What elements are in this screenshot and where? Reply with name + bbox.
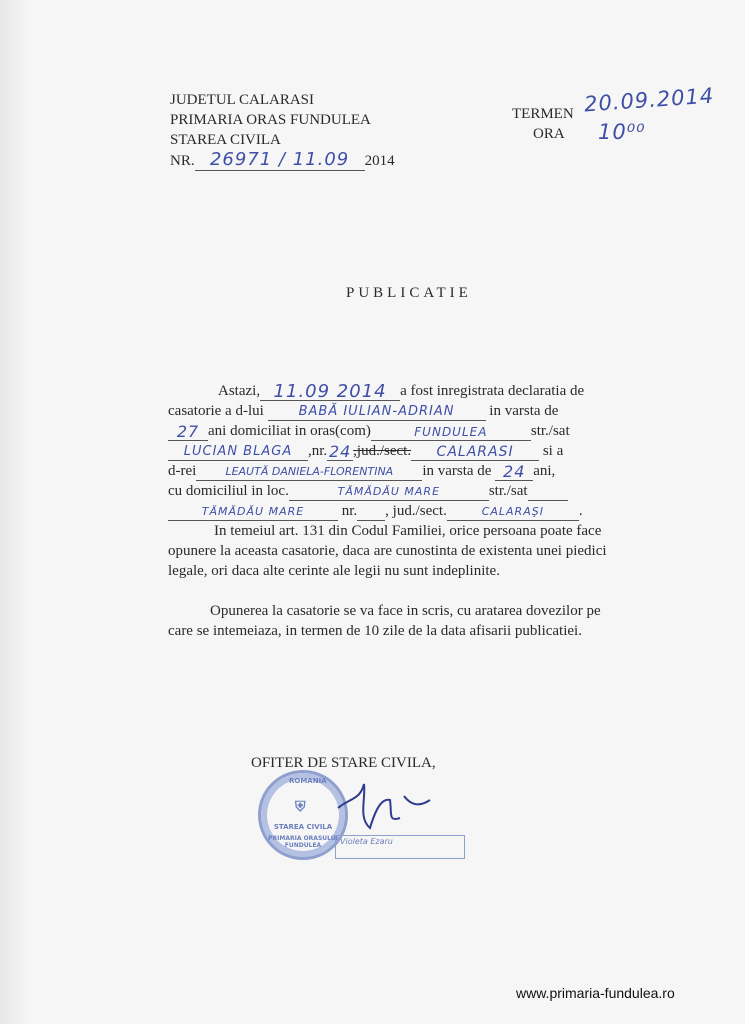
body-line-6 <box>168 481 620 501</box>
groom-county-label: ,jud./sect. <box>353 443 412 459</box>
groom-age-label: in varsta de <box>489 403 559 419</box>
ora-value: 10⁰⁰ <box>598 120 646 144</box>
header-town-hall: PRIMARIA ORAS FUNDULEA <box>170 112 371 128</box>
today-label: Astazi, <box>218 383 261 399</box>
body-line-3 <box>168 421 620 441</box>
bride-street: TĂMĂDĂU MARE <box>168 502 338 521</box>
officer-name-stamp: Violeta Ezaru <box>335 835 465 859</box>
bride-domicile-label: cu domiciliul in loc. <box>168 483 289 499</box>
header-institution <box>170 90 395 171</box>
line1-suffix: a fost inregistrata declaratia de <box>400 383 585 399</box>
body-line-1 <box>218 381 620 401</box>
groom-nr-label: ,nr. <box>308 443 328 459</box>
bride-locality: TĂMĂDĂU MARE <box>289 482 489 501</box>
paragraph-legal-basis: In temeiul art. 131 din Codul Familiei, orice persoana poate face opunere la aceasta casatorie, daca are cunostinta de existenta unei piedici legale, ori daca alte cerinte ale legii nu sunt indeplinite. <box>168 523 607 579</box>
coat-of-arms-icon: ⛨ <box>295 799 306 815</box>
nr-year: 2014 <box>364 153 395 169</box>
groom-name: BABĂ IULIAN-ADRIAN <box>268 402 486 421</box>
and-label: si a <box>542 443 564 459</box>
nr-label: NR. <box>170 153 195 169</box>
period: . <box>578 503 583 519</box>
bride-age-label: in varsta de <box>422 463 492 479</box>
body-line-7 <box>168 501 620 521</box>
website-url[interactable]: www.primaria-fundulea.ro <box>516 985 675 1001</box>
bride-prefix: d-rei <box>168 463 197 479</box>
header-county: JUDETUL CALARASI <box>170 92 315 108</box>
document-title: PUBLICATIE <box>346 285 472 301</box>
stamp-country: ROMANIA <box>289 777 327 785</box>
body-line-5 <box>168 461 620 481</box>
bride-county-label: , jud./sect. <box>385 503 447 519</box>
paragraph-opposition: Opunerea la casatorie se va face in scris, cu aratarea dovezilor pe care se intemeiaza, in termen de 10 zile de la data afisarii publicatiei. <box>168 603 601 639</box>
stamp-department: STAREA CIVILA <box>273 823 333 831</box>
bride-age: 24 <box>495 462 533 481</box>
groom-age: 27 <box>168 422 208 441</box>
ora-label: ORA <box>533 126 565 142</box>
bride-age-suffix: ani, <box>533 463 556 479</box>
bride-street-label: str./sat <box>488 483 528 499</box>
officer-label: OFITER DE STARE CIVILA, <box>251 755 436 771</box>
bride-street-blank <box>528 482 568 501</box>
groom-nr: 24 <box>328 442 352 461</box>
bride-name: LEAUTĂ DANIELA-FLORENTINA <box>196 462 422 481</box>
nr-value: 26971 / 11.09 <box>195 150 365 171</box>
header-department: STAREA CIVILA <box>170 132 281 148</box>
groom-domicile-label: ani domiciliat in oras(com) <box>208 423 371 439</box>
groom-city: FUNDULEA <box>371 422 531 441</box>
groom-street-label: str./sat <box>530 423 570 439</box>
groom-street: LUCIAN BLAGA <box>168 442 308 461</box>
groom-county: CALARASI <box>411 442 539 461</box>
bride-nr-label: nr. <box>341 503 358 519</box>
body-line-4 <box>168 441 620 461</box>
registration-date: 11.09 2014 <box>260 382 400 401</box>
handwritten-signature <box>330 778 440 838</box>
bride-county: CALARAŞI <box>447 502 579 521</box>
termen-value: 20.09.2014 <box>583 83 715 117</box>
registration-number-row <box>170 150 395 171</box>
groom-prefix: casatorie a d-lui <box>168 403 264 419</box>
termen-label: TERMEN <box>512 106 574 122</box>
bride-nr-blank <box>357 502 385 521</box>
body-line-2 <box>168 401 620 421</box>
stamp-institution: PRIMARIA ORASULUI FUNDULEA <box>268 835 338 849</box>
